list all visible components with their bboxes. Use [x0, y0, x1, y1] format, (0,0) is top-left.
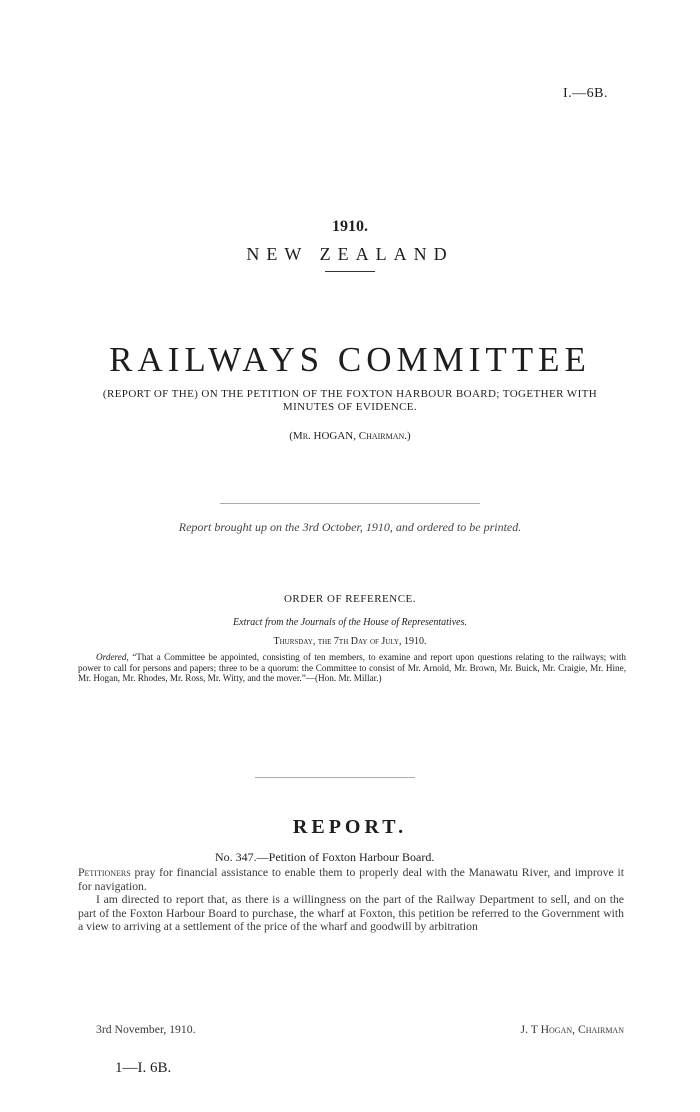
- ordered-label: Ordered,: [96, 652, 129, 662]
- brought-up-note: Report brought up on the 3rd October, 1910, and ordered to be printed.: [178, 520, 522, 534]
- divider-rule: [255, 777, 415, 778]
- chairman-signature: J. T Hogan, Chairman: [520, 1023, 624, 1036]
- report-date: 3rd November, 1910.: [96, 1023, 196, 1036]
- document-reference: I.—6B.: [563, 86, 608, 101]
- main-title: RAILWAYS COMMITTEE: [109, 340, 591, 379]
- report-paragraph: [78, 866, 624, 893]
- report-heading: REPORT.: [292, 816, 408, 838]
- divider-rule: [325, 271, 375, 272]
- date-line: Thursday, the 7th Day of July, 1910.: [273, 636, 427, 647]
- order-of-reference-heading: ORDER OF REFERENCE.: [283, 593, 417, 605]
- petitioners-label: Petitioners: [78, 866, 131, 879]
- subtitle: (REPORT OF THE) ON THE PETITION OF THE FOXTON HARBOUR BOARD; TOGETHER WITH MINUTES OF EVIDENCE.: [102, 388, 598, 413]
- report-paragraph: I am directed to report that, as there is a willingness on the part of the Railway Department to sell, and on the part of the Foxton Harbour Board to purchase, the wharf at Foxton, this petition be referred to the Government with a view to arriving at a settlement of the price of the wharf and goodwill by arbitration: [78, 893, 624, 934]
- divider-rule: [220, 503, 480, 504]
- order-body: “That a Committee be appointed, consisting of ten members, to examine and report upon questions relating to the railways; with power to call for persons and papers; three to be a quorum: the Committee to consist of Mr. Arnold, Mr. Brown, Mr. Buick, Mr. Craigie, Mr. Hine, Mr. Hogan, Mr. Rhodes, Mr. Ross, Mr. Witty, and the mover.”—(Hon. Mr. Millar.): [78, 652, 627, 684]
- year: 1910.: [332, 218, 368, 235]
- chairman-note: (Mr. HOGAN, Chairman.): [289, 430, 411, 442]
- report-body: [78, 866, 624, 934]
- petition-number: No. 347.—Petition of Foxton Harbour Board.: [215, 850, 435, 864]
- extract-line: Extract from the Journals of the House of Representatives.: [233, 617, 467, 628]
- paragraph-text: pray for financial assistance to enable them to properly deal with the Manawatu River, and improve it for navigation.: [78, 866, 624, 893]
- page-reference: 1—I. 6B.: [115, 1060, 172, 1076]
- order-text: [78, 652, 626, 684]
- country-title: NEW ZEALAND: [246, 244, 454, 264]
